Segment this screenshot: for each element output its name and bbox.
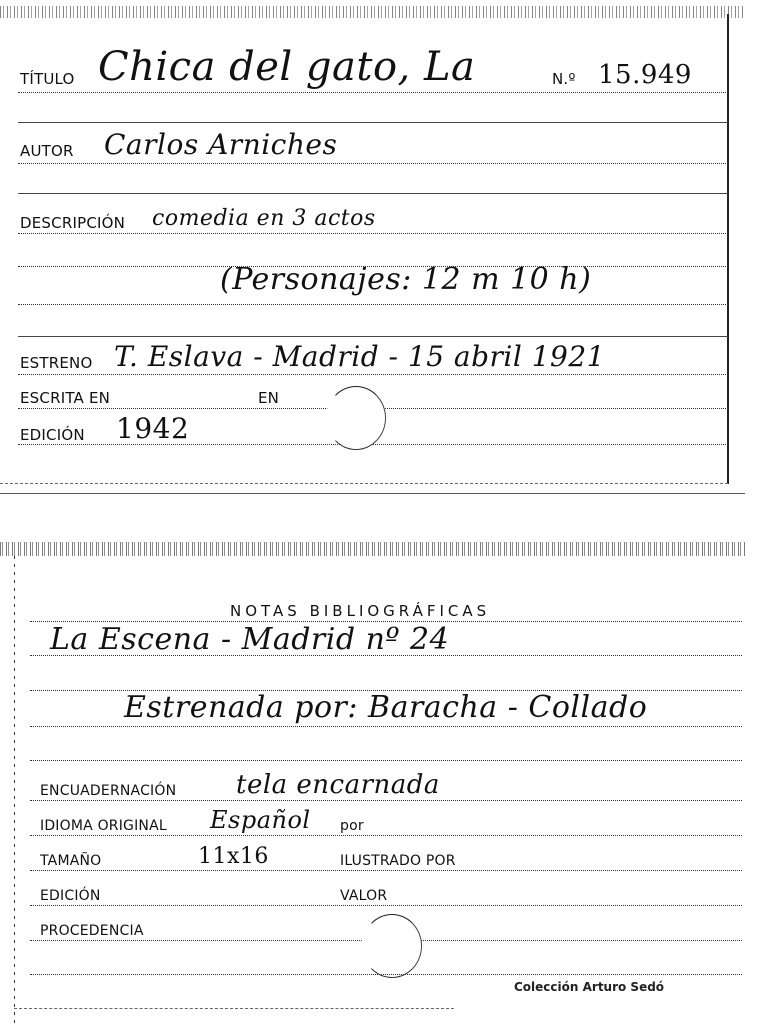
ilustrado-por-label: ILUSTRADO POR (340, 853, 456, 869)
titulo-value: Chica del gato, La (98, 44, 476, 90)
idioma-original-value: Español (210, 806, 311, 834)
card-edge (727, 14, 729, 484)
catalog-card-back (0, 538, 759, 1028)
notas-heading: NOTAS BIBLIOGRÁFICAS (230, 602, 491, 620)
rule (30, 835, 742, 836)
escrita-en-label: ESCRITA EN (20, 389, 111, 407)
descripcion-label: DESCRIPCIÓN (20, 214, 126, 232)
card-edge (14, 556, 15, 1026)
rule (18, 336, 728, 337)
scan-noise (0, 6, 745, 18)
note-line-2: Estrenada por: Baracha - Collado (124, 690, 648, 725)
procedencia-label: PROCEDENCIA (40, 923, 144, 939)
titulo-rule (18, 92, 728, 93)
rule (30, 760, 742, 761)
encuadernacion-value: tela encarnada (236, 770, 440, 800)
punch-hole (362, 914, 422, 978)
encuadernacion-label: ENCUADERNACIÓN (40, 783, 177, 799)
numero-value: 15.949 (598, 60, 692, 90)
rule (30, 800, 742, 801)
numero-label: N.º (552, 70, 576, 88)
rule (30, 974, 742, 975)
titulo-label: TÍTULO (20, 70, 75, 88)
por-label: por (340, 818, 364, 834)
estreno-value: T. Eslava - Madrid - 15 abril 1921 (114, 340, 606, 373)
escrita-en-en-label: EN (258, 389, 280, 407)
rule (18, 193, 728, 194)
estreno-rule (18, 374, 728, 375)
tamano-label: TAMAÑO (40, 853, 102, 869)
card-bottom-edge (0, 483, 728, 484)
rule (18, 122, 728, 123)
rule (30, 870, 742, 871)
autor-label: AUTOR (20, 142, 74, 160)
tamano-value: 11x16 (198, 844, 269, 869)
valor-label: VALOR (340, 888, 388, 904)
scan-noise (0, 542, 745, 556)
catalog-card-front (0, 0, 759, 495)
note-line-1: La Escena - Madrid nº 24 (50, 622, 450, 657)
scan-divider (0, 493, 745, 494)
edicion-value: 1942 (116, 412, 190, 445)
descripcion-value: comedia en 3 actos (152, 206, 376, 231)
rule (30, 655, 742, 656)
autor-rule (18, 163, 728, 164)
rule (18, 304, 728, 305)
edicion-label: EDICIÓN (40, 888, 101, 904)
edicion-label: EDICIÓN (20, 426, 85, 444)
rule (30, 905, 742, 906)
card-bottom-edge (14, 1008, 454, 1009)
descripcion-rule (18, 233, 728, 234)
punch-hole (326, 386, 386, 450)
collection-footer: Colección Arturo Sedó (514, 980, 665, 994)
autor-value: Carlos Arniches (104, 128, 338, 161)
estreno-label: ESTRENO (20, 354, 93, 372)
rule (30, 726, 742, 727)
personajes-value: (Personajes: 12 m 10 h) (220, 262, 592, 297)
idioma-original-label: IDIOMA ORIGINAL (40, 818, 167, 834)
